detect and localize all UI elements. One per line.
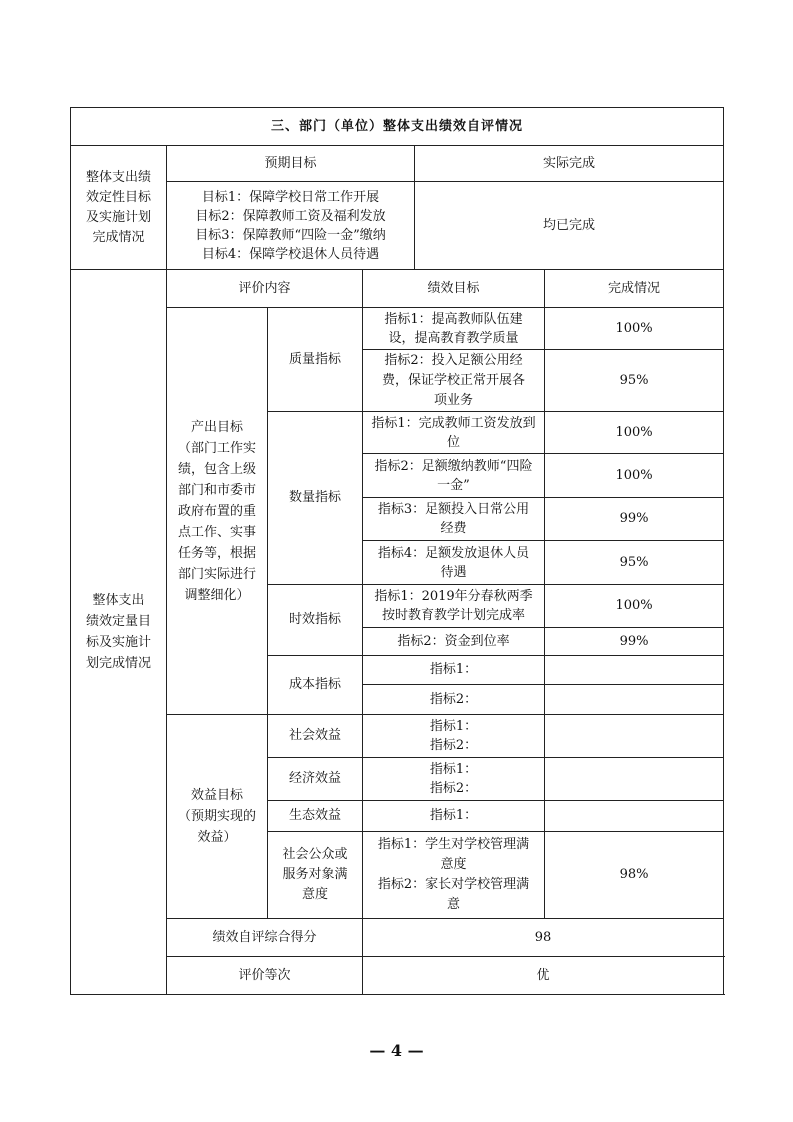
evaluation-content-header: 评价内容 — [167, 270, 363, 308]
section2-label: 整体支出 绩效定量目 标及实施计 划完成情况 — [71, 270, 167, 995]
completion-status-header: 完成情况 — [545, 270, 724, 308]
goal-item: 目标2：保障教师工资及福利发放 — [195, 208, 386, 224]
output-goal-label: 产出目标 （部门工作实 绩，包含上级 部门和市委市 政府布置的重 点工作、实事 任务等，根据 部门实际进行 调整细化） — [167, 308, 268, 715]
benefit-goal-label: 效益目标 （预期实现的 效益） — [167, 715, 268, 919]
quantity-indicator-1-value: 100% — [545, 412, 724, 454]
quantity-indicator-3-value: 99% — [545, 498, 724, 541]
economic-benefit-label: 经济效益 — [268, 758, 363, 801]
quality-indicator-1-value: 100% — [545, 308, 724, 350]
goal-item: 目标1：保障学校日常工作开展 — [201, 189, 380, 205]
satisfaction-label: 社会公众或 服务对象满 意度 — [268, 832, 363, 919]
quantity-indicator-2-value: 100% — [545, 454, 724, 498]
ecological-benefit-indicators: 指标1： — [363, 801, 545, 832]
social-benefit-indicators: 指标1： 指标2： — [363, 715, 545, 758]
table-title: 三、部门（单位）整体支出绩效自评情况 — [71, 108, 724, 146]
satisfaction-indicators: 指标1：学生对学校管理满 意度 指标2：家长对学校管理满 意 — [363, 832, 545, 919]
timeliness-indicator-1-value: 100% — [545, 585, 724, 628]
page-number: — 4 — — [369, 1041, 424, 1060]
performance-table — [70, 107, 724, 995]
ecological-benefit-value — [545, 801, 724, 832]
section1-goals-row — [71, 182, 724, 270]
timeliness-indicator-1: 指标1：2019年分春秋两季 按时教育教学计划完成率 — [363, 585, 545, 628]
satisfaction-value: 98% — [545, 832, 724, 919]
score-row — [71, 919, 724, 957]
actual-completion-value: 均已完成 — [415, 182, 724, 270]
cost-indicator-label: 成本指标 — [268, 656, 363, 715]
goal-item: 目标4：保障学校退休人员待遇 — [201, 246, 380, 262]
table-row — [71, 715, 724, 758]
quality-indicator-label: 质量指标 — [268, 308, 363, 412]
performance-target-header: 绩效目标 — [363, 270, 545, 308]
cost-indicator-1: 指标1： — [363, 656, 545, 685]
timeliness-indicator-label: 时效指标 — [268, 585, 363, 656]
score-value: 98 — [363, 919, 724, 957]
goal-item: 目标3：保障教师“四险一金”缴纳 — [195, 227, 386, 243]
quantity-indicator-2: 指标2：足额缴纳教师“四险 一金” — [363, 454, 545, 498]
cost-indicator-1-value — [545, 656, 724, 685]
quality-indicator-2-value: 95% — [545, 350, 724, 412]
cost-indicator-2: 指标2： — [363, 685, 545, 715]
goal-list — [167, 182, 415, 270]
quantity-indicator-3: 指标3：足额投入日常公用 经费 — [363, 498, 545, 541]
cost-indicator-2-value — [545, 685, 724, 715]
economic-benefit-value — [545, 758, 724, 801]
quality-indicator-2: 指标2：投入足额公用经 费，保证学校正常开展各 项业务 — [363, 350, 545, 412]
quantity-indicator-4: 指标4：足额发放退休人员 待遇 — [363, 541, 545, 585]
expected-goal-header: 预期目标 — [167, 146, 415, 182]
score-label: 绩效自评综合得分 — [167, 919, 363, 957]
ecological-benefit-label: 生态效益 — [268, 801, 363, 832]
table-row — [71, 308, 724, 350]
quantity-indicator-label: 数量指标 — [268, 412, 363, 585]
timeliness-indicator-2: 指标2：资金到位率 — [363, 628, 545, 656]
section1-header-row — [71, 146, 724, 182]
section2-header-row — [71, 270, 724, 308]
actual-completion-header: 实际完成 — [415, 146, 724, 182]
quantity-indicator-4-value: 95% — [545, 541, 724, 585]
grade-row — [71, 957, 724, 995]
grade-value: 优 — [363, 957, 724, 995]
timeliness-indicator-2-value: 99% — [545, 628, 724, 656]
economic-benefit-indicators: 指标1： 指标2： — [363, 758, 545, 801]
grade-label: 评价等次 — [167, 957, 363, 995]
social-benefit-value — [545, 715, 724, 758]
quality-indicator-1: 指标1：提高教师队伍建 设，提高教育教学质量 — [363, 308, 545, 350]
social-benefit-label: 社会效益 — [268, 715, 363, 758]
title-row — [71, 108, 724, 146]
section1-label: 整体支出绩 效定性目标 及实施计划 完成情况 — [71, 146, 167, 270]
quantity-indicator-1: 指标1：完成教师工资发放到 位 — [363, 412, 545, 454]
